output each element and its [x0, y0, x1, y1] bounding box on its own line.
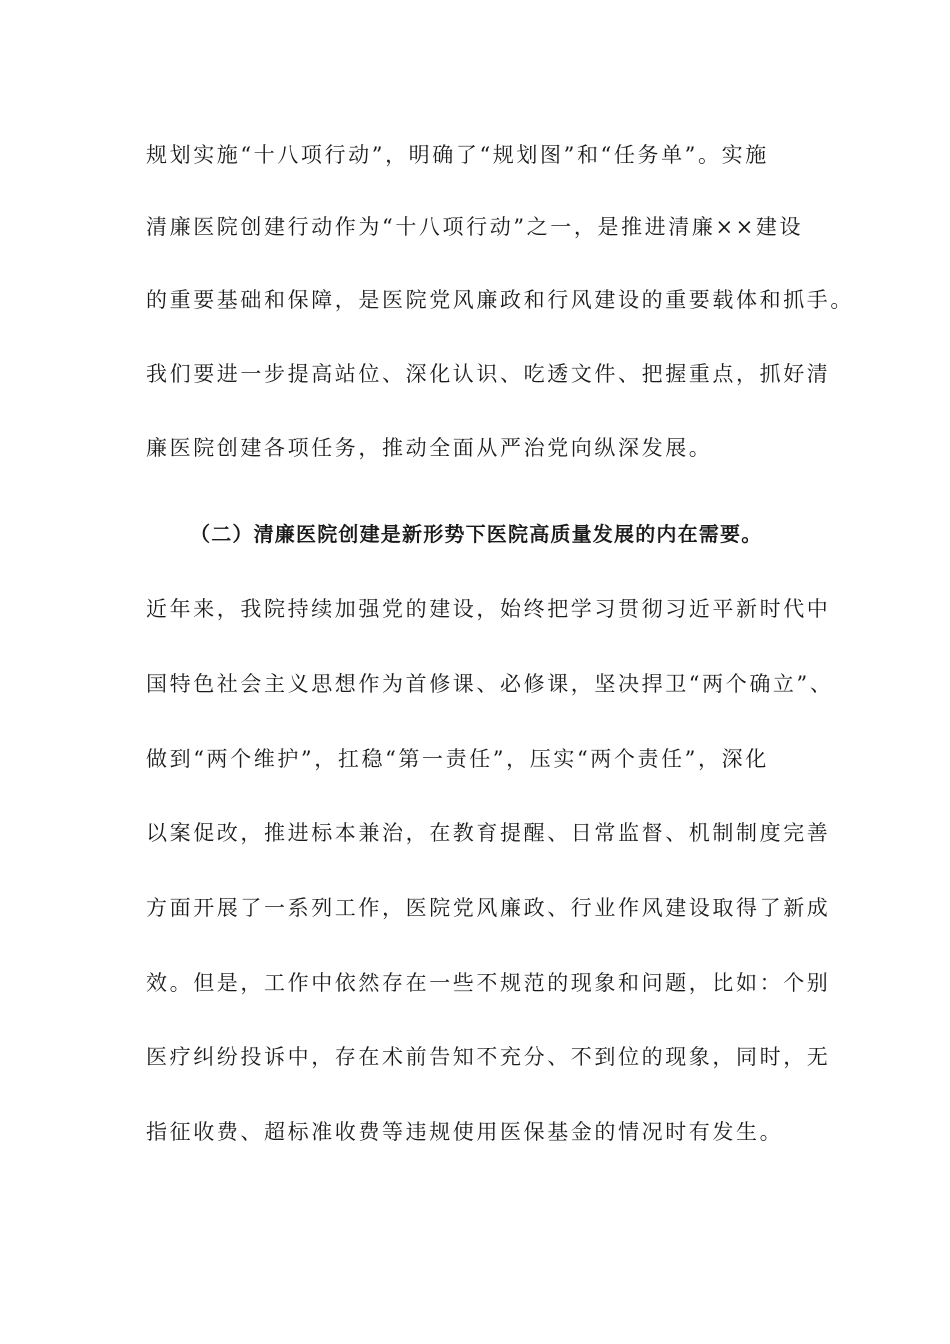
- text-line: 做到“两个维护”，扛稳“第一责任”，压实“两个责任”，深化: [146, 747, 769, 771]
- text-line: 效。但是，工作中依然存在一些不规范的现象和问题，比如：个别: [146, 971, 831, 995]
- text-line: 方面开展了一系列工作，医院党风廉政、行业作风建设取得了新成: [146, 896, 831, 920]
- text-line: 清廉医院创建行动作为“十八项行动”之一，是推进清廉××建设: [146, 215, 804, 239]
- text-line: 指征收费、超标准收费等违规使用医保基金的情况时有发生。: [146, 1120, 784, 1144]
- text-line: 我们要进一步提高站位、深化认识、吃透文件、把握重点，抓好清: [146, 362, 831, 386]
- text-line: 以案促改，推进标本兼治，在教育提醒、日常监督、机制制度完善: [146, 821, 831, 845]
- text-line: 医疗纠纷投诉中，存在术前告知不充分、不到位的现象，同时，无: [146, 1045, 831, 1069]
- text-line: 规划实施“十八项行动”，明确了“规划图”和“任务单”。实施: [146, 143, 769, 167]
- text-line: 的重要基础和保障，是医院党风廉政和行风建设的重要载体和抓手。: [146, 288, 854, 312]
- text-line: 国特色社会主义思想作为首修课、必修课，坚决捍卫“两个确立”、: [146, 672, 834, 696]
- section-heading: （二）清廉医院创建是新形势下医院高质量发展的内在需要。: [190, 522, 763, 546]
- text-line: 近年来，我院持续加强党的建设，始终把学习贯彻习近平新时代中: [146, 597, 831, 621]
- text-line: 廉医院创建各项任务，推动全面从严治党向纵深发展。: [146, 436, 713, 460]
